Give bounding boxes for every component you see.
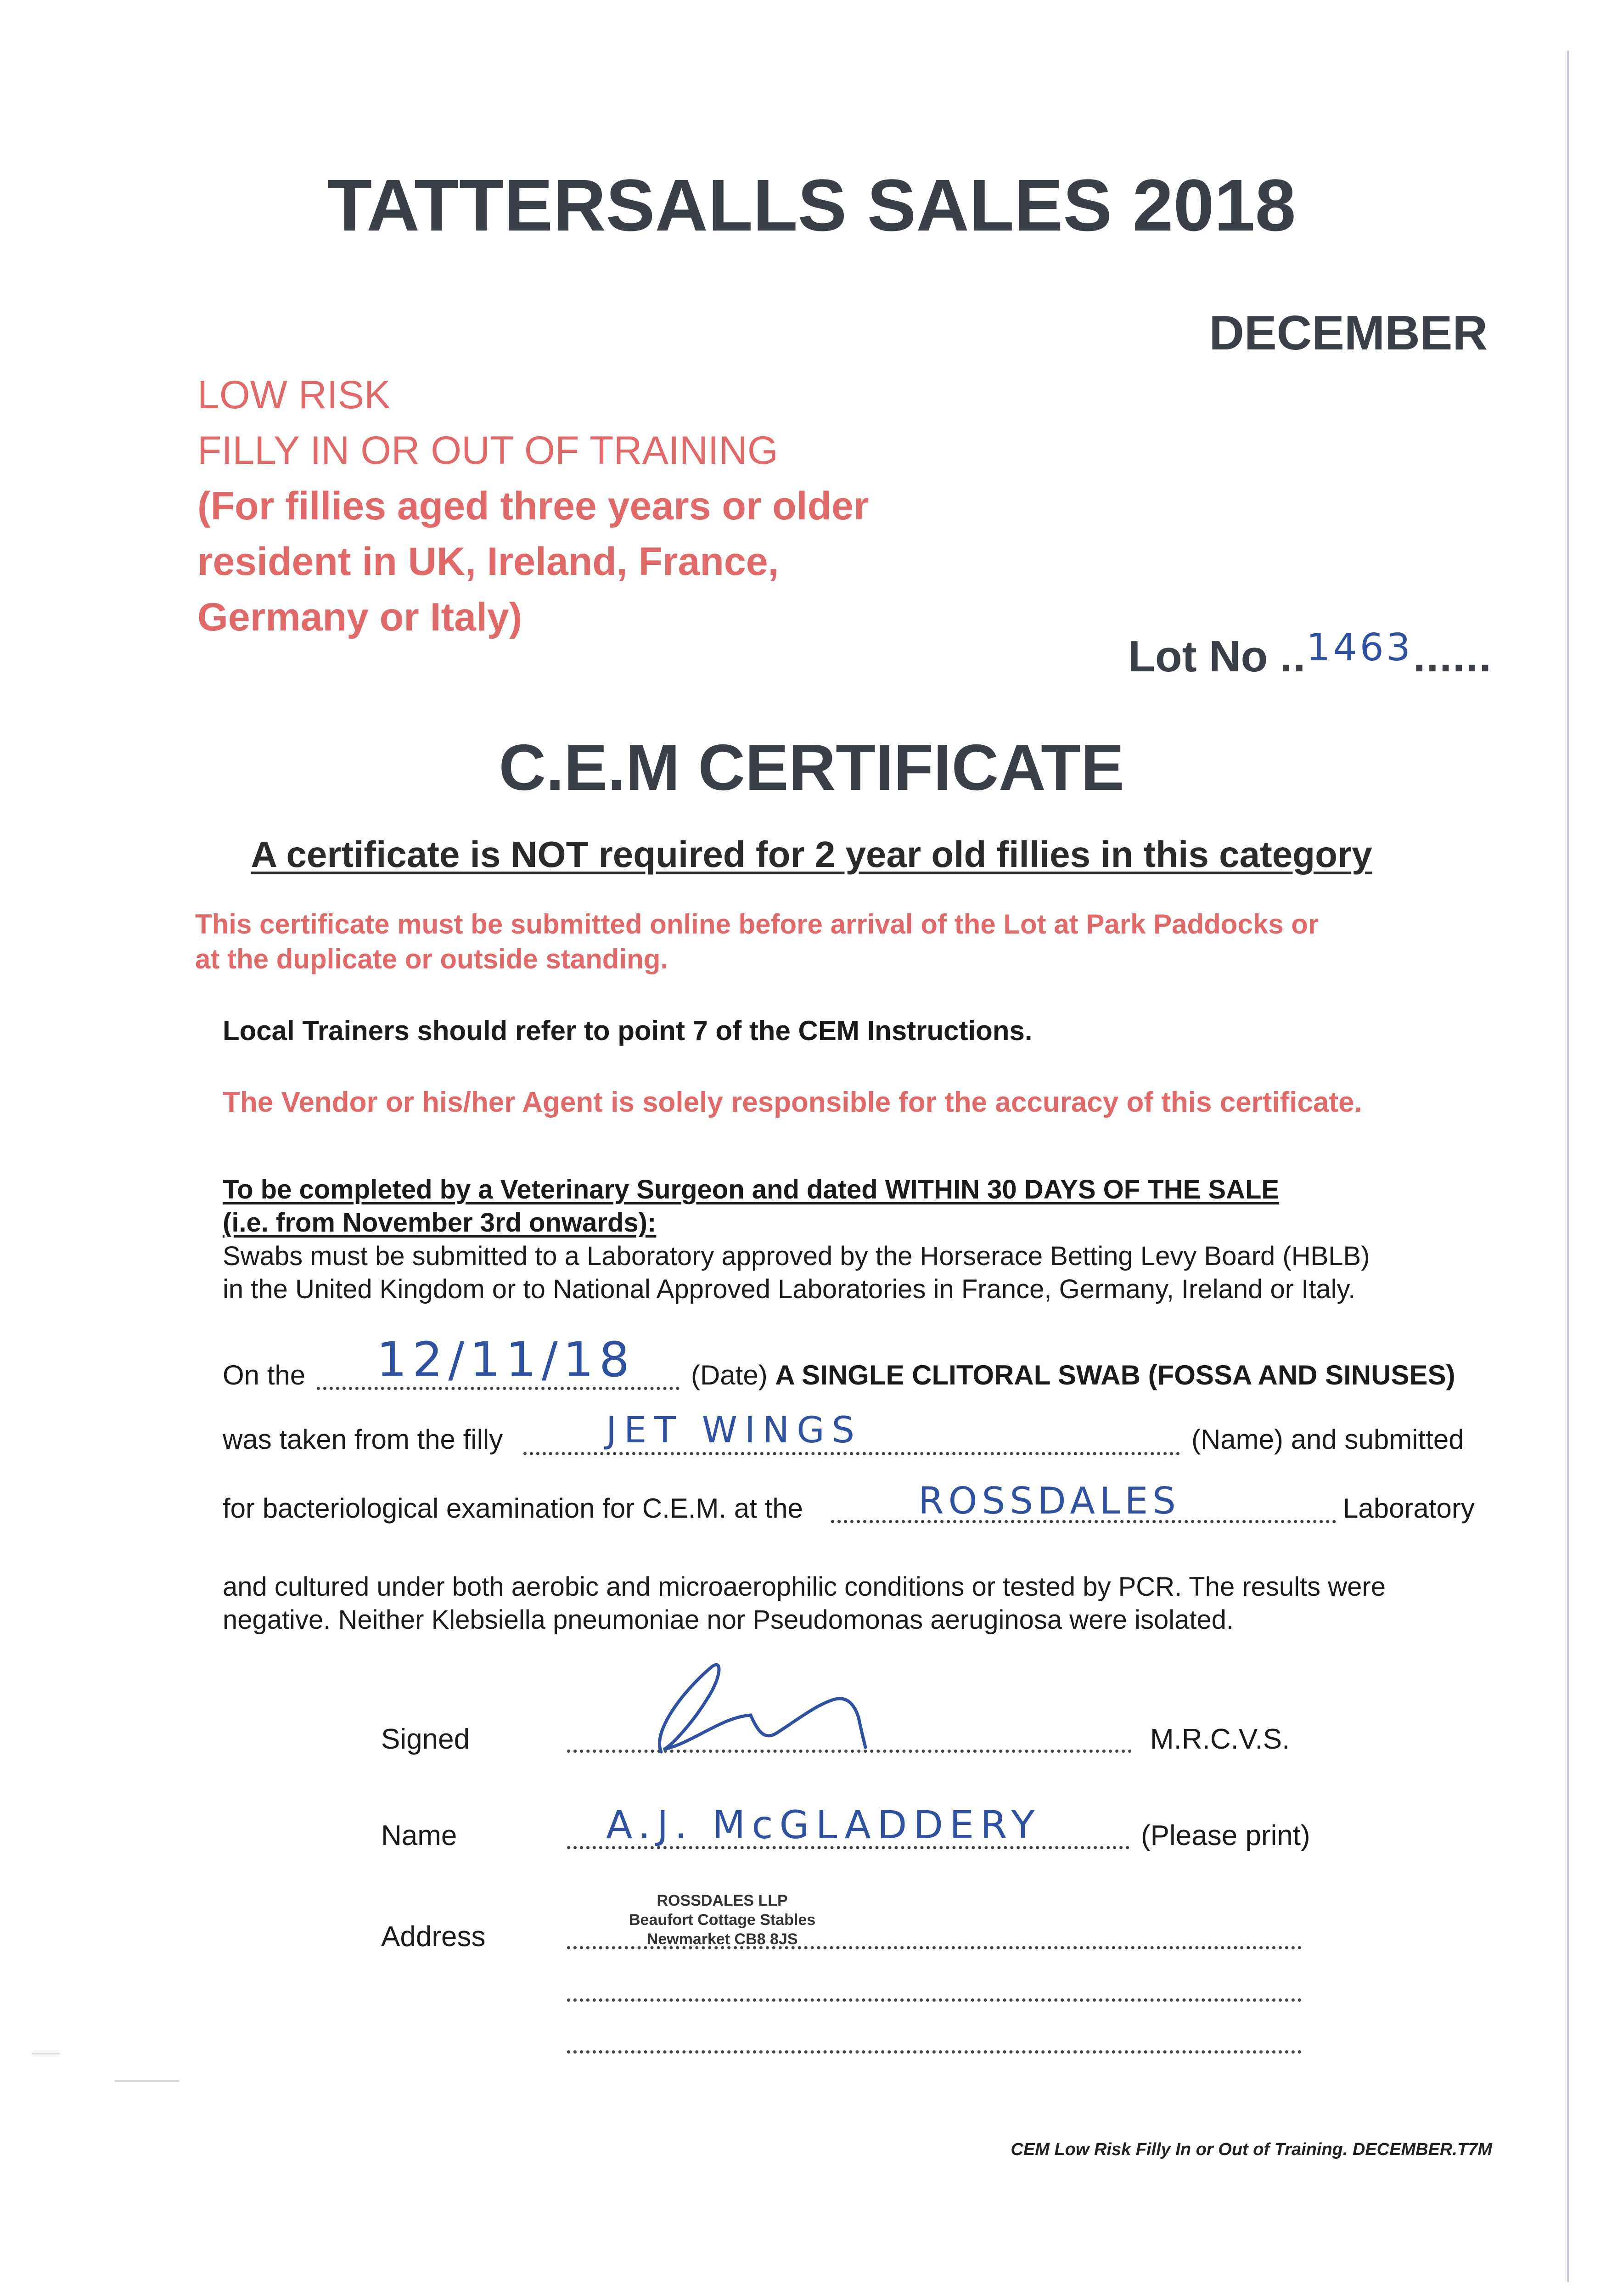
date-field-value[interactable]: 12/11/18 [376, 1332, 635, 1388]
on-the-label: On the [223, 1360, 306, 1390]
filly-line [223, 1424, 503, 1455]
filly-name-dots [523, 1452, 1180, 1455]
mrcvs-suffix: M.R.C.V.S. [1150, 1723, 1290, 1755]
lab-name-value[interactable]: ROSSDALES [918, 1480, 1180, 1522]
not-required-notice: A certificate is NOT required for 2 year old fillies in this category [251, 834, 1372, 875]
lab-suffix: Laboratory [1343, 1493, 1475, 1524]
local-trainers-note: Local Trainers should refer to point 7 of the CEM Instructions. [223, 1015, 1033, 1046]
vet-heading [223, 1173, 1279, 1239]
lab-line [223, 1492, 803, 1524]
results-line: and cultured under both aerobic and microaerophilic conditions or tested by PCR. The results were [223, 1572, 1386, 1602]
submission-note-line: at the duplicate or outside standing. [195, 944, 668, 974]
filly-name-suffix: (Name) and submitted [1191, 1424, 1464, 1455]
lot-dots-right: ...... [1413, 632, 1492, 681]
submission-note-line: This certificate must be submitted online before arrival of the Lot at Park Paddocks or [195, 909, 1319, 940]
stamp-line: ROSSDALES LLP [657, 1892, 788, 1909]
certificate-title: C.E.M CERTIFICATE [499, 731, 1124, 804]
vet-instructions [223, 1240, 1370, 1306]
vet-instructions-line: in the United Kingdom or to National Approved Laboratories in France, Germany, Ireland or Italy. [223, 1274, 1356, 1304]
results-line: negative. Neither Klebsiella pneumoniae nor Pseudomonas aeruginosa were isolated. [223, 1605, 1234, 1635]
lot-label: Lot No [1128, 632, 1268, 681]
category-block [197, 367, 869, 645]
page-title: TATTERSALLS SALES 2018 [327, 164, 1296, 246]
category-line: LOW RISK [197, 373, 391, 417]
vet-heading-line: (i.e. from November 3rd onwards): [223, 1208, 657, 1238]
stamp-line: Newmarket CB8 8JS [646, 1930, 798, 1948]
please-print-suffix: (Please print) [1141, 1820, 1310, 1851]
signed-label: Signed [381, 1723, 470, 1755]
lot-number [1128, 626, 1492, 682]
lot-dots-left: .. [1280, 632, 1307, 681]
vendor-responsibility-note: The Vendor or his/her Agent is solely responsible for the accuracy of this certificate. [223, 1086, 1362, 1118]
sale-month: DECEMBER [1209, 306, 1488, 360]
address-stamp [629, 1891, 815, 1949]
submission-note [195, 907, 1319, 977]
results-statement [223, 1570, 1386, 1637]
footer-reference: CEM Low Risk Filly In or Out of Training. DECEMBER.T7M [1011, 2140, 1492, 2159]
filly-name-value[interactable]: JET WINGS [606, 1410, 862, 1451]
lot-value[interactable]: 1463 [1306, 626, 1413, 670]
exam-label: for bacteriological examination for C.E.M. at the [223, 1493, 803, 1524]
taken-from-label: was taken from the filly [223, 1424, 503, 1455]
swab-description: A SINGLE CLITORAL SWAB (FOSSA AND SINUSES) [775, 1360, 1455, 1390]
address-dots-3 [567, 2050, 1302, 2054]
category-line: FILLY IN OR OUT OF TRAINING [197, 428, 778, 473]
scan-smudge [32, 2053, 60, 2054]
date-line [223, 1359, 305, 1391]
address-label: Address [381, 1921, 486, 1953]
address-dots-1 [567, 1946, 1302, 1949]
stamp-line: Beaufort Cottage Stables [629, 1911, 816, 1929]
vet-name-value[interactable]: A.J. McGLADDERY [606, 1802, 1041, 1847]
category-line: Germany or Italy) [197, 595, 522, 639]
category-line: resident in UK, Ireland, France, [197, 540, 779, 584]
date-suffix: (Date) A SINGLE CLITORAL SWAB (FOSSA AND SINUSES) [691, 1360, 1455, 1390]
category-line: (For fillies aged three years or older [197, 484, 869, 528]
page-edge-line [1567, 51, 1569, 2282]
vet-instructions-line: Swabs must be submitted to a Laboratory approved by the Horserace Betting Levy Board (HBLB) [223, 1241, 1370, 1271]
name-label: Name [381, 1820, 457, 1851]
scan-smudge [115, 2080, 179, 2082]
vet-heading-line: To be completed by a Veterinary Surgeon and dated WITHIN 30 DAYS OF THE SALE [223, 1175, 1280, 1204]
address-dots-2 [567, 1998, 1302, 2002]
signature-mark[interactable] [643, 1653, 918, 1773]
